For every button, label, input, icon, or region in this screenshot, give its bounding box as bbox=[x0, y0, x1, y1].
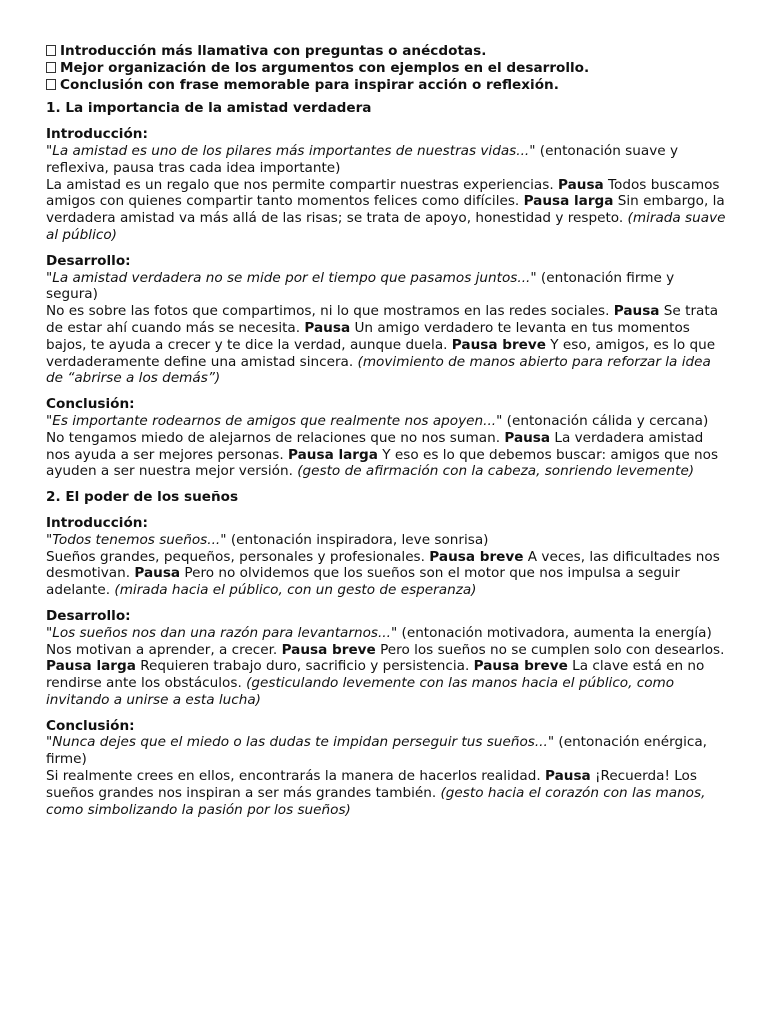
block-text: "Los sueños nos dan una razón para levantarnos..." (entonación motivadora, aumenta la energía) Nos motivan a aprender, a crecer. Pausa breve Pero los sueños no se cumplen solo con desearlos. Pausa larga Requieren trabajo duro, sacrificio y persistencia. Pausa breve La clave está en no rendirse ante los obstáculos. (gesticulando levemente con las manos hacia el público, como invitando a unirse a esta lucha) bbox=[46, 624, 725, 708]
tone-note: (entonación cálida y cercana) bbox=[502, 412, 709, 429]
improvement-item: Mejor organización de los argumentos con ejemplos en el desarrollo. bbox=[46, 60, 728, 77]
block-heading: Introducción: bbox=[46, 126, 148, 143]
pause-cue: Pausa breve bbox=[451, 336, 546, 353]
body-text: Y eso, amigos, es lo que verdaderamente define una amistad sincera. bbox=[46, 336, 716, 370]
block-text: "La amistad es uno de los pilares más importantes de nuestras vidas..." (entonación suave y reflexiva, pausa tras cada idea importante) La amistad es un regalo que nos permite compartir nuestras experiencias. Pausa Todos buscamos amigos con quienes compartir tanto momentos felices como difíciles. Pausa larga Sin embargo, la verdadera amistad va más allá de las risas; se trata de apoyo, honestidad y respeto. (mirada suave al público) bbox=[46, 142, 726, 243]
speech-block bbox=[46, 718, 728, 819]
block-text: "Es importante rodearnos de amigos que realmente nos apoyen..." (entonación cálida y cercana) No tengamos miedo de alejarnos de relaciones que no nos suman. Pausa La verdadera amistad nos ayuda a ser mejores personas. Pausa larga Y eso es lo que debemos buscar: amigos que nos ayuden a ser nuestra mejor versión. (gesto de afirmación con la cabeza, sonriendo levemente) bbox=[46, 412, 719, 480]
body-text: Sin embargo, la verdadera amistad va más allá de las risas; se trata de apoyo, honestidad y respeto. bbox=[46, 193, 725, 227]
block-quote: Es importante rodearnos de amigos que realmente nos apoyen... bbox=[52, 412, 497, 429]
checkbox-glyph-icon bbox=[46, 62, 56, 73]
pause-cue: Pausa bbox=[613, 303, 660, 320]
body-text: La clave está en no rendirse ante los obstáculos. bbox=[46, 658, 705, 692]
body-text: No es sobre las fotos que compartimos, ni lo que mostramos en las redes sociales. bbox=[46, 303, 614, 320]
stage-direction: (gesticulando levemente con las manos hacia el público, como invitando a unirse a esta lucha) bbox=[46, 675, 675, 708]
stage-direction: (mirada hacia el público, con un gesto de esperanza) bbox=[114, 582, 477, 599]
block-heading: Conclusión: bbox=[46, 396, 135, 413]
stage-direction: (gesto hacia el corazón con las manos, como simbolizando la pasión por los sueños) bbox=[46, 784, 706, 818]
body-text: No tengamos miedo de alejarnos de relaciones que no nos suman. bbox=[46, 429, 505, 446]
body-text: Si realmente crees en ellos, encontrarás la manera de hacerlos realidad. bbox=[46, 768, 545, 785]
body-text: Nos motivan a aprender, a crecer. bbox=[46, 641, 282, 658]
tone-note: (entonación inspiradora, leve sonrisa) bbox=[226, 531, 489, 548]
block-quote: La amistad es uno de los pilares más importantes de nuestras vidas... bbox=[52, 142, 530, 159]
pause-cue: Pausa bbox=[304, 319, 351, 336]
body-text: Un amigo verdadero te levanta en tus momentos bajos, te ayuda a crecer y te dice la verdad, aunque duela. bbox=[46, 319, 690, 353]
body-text: Sueños grandes, pequeños, personales y profesionales. bbox=[46, 548, 430, 565]
body-text: Todos buscamos amigos con quienes compartir tanto momentos felices como difíciles. bbox=[46, 176, 720, 210]
pause-cue: Pausa bbox=[545, 768, 591, 785]
section-title: 2. El poder de los sueños bbox=[46, 489, 239, 506]
tone-note: (entonación suave y reflexiva, pausa tras cada idea importante) bbox=[46, 142, 678, 176]
improvement-list bbox=[46, 43, 728, 93]
block-text: "Todos tenemos sueños..." (entonación inspiradora, leve sonrisa) Sueños grandes, pequeños, personales y profesionales. Pausa breve A veces, las dificultades nos desmotivan. Pausa Pero no olvidemos que los sueños son el motor que nos impulsa a seguir adelante. (mirada hacia el público, con un gesto de esperanza) bbox=[46, 531, 720, 599]
speech-block bbox=[46, 608, 728, 709]
stage-direction: (movimiento de manos abierto para reforzar la idea de “abrirse a los demás”) bbox=[46, 353, 711, 387]
pause-cue: Pausa larga bbox=[288, 446, 378, 463]
body-text: Pero no olvidemos que los sueños son el motor que nos impulsa a seguir adelante. bbox=[46, 565, 681, 599]
block-heading: Desarrollo: bbox=[46, 252, 131, 269]
pause-cue: Pausa breve bbox=[281, 641, 376, 658]
pause-cue: Pausa larga bbox=[46, 658, 136, 675]
stage-direction: (mirada suave al público) bbox=[46, 210, 726, 243]
block-text: "Nunca dejes que el miedo o las dudas te impidan perseguir tus sueños..." (entonación enérgica, firme) Si realmente crees en ellos, encontrarás la manera de hacerlos realidad. Pausa ¡Recuerda! Los sueños grandes nos inspiran a ser más grandes también. (gesto hacia el corazón con las manos, como simbolizando la pasión por los sueños) bbox=[46, 734, 708, 818]
block-heading: Desarrollo: bbox=[46, 607, 131, 624]
improvement-item: Conclusión con frase memorable para inspirar acción o reflexión. bbox=[46, 77, 728, 94]
pause-cue: Pausa larga bbox=[523, 193, 614, 210]
tone-note: (entonación enérgica, firme) bbox=[46, 734, 708, 768]
body-text: La amistad es un regalo que nos permite compartir nuestras experiencias. bbox=[46, 176, 558, 193]
stage-direction: (gesto de afirmación con la cabeza, sonriendo levemente) bbox=[297, 463, 695, 480]
block-heading: Conclusión: bbox=[46, 717, 135, 734]
pause-cue: Pausa bbox=[134, 565, 181, 582]
pause-cue: Pausa breve bbox=[473, 658, 568, 675]
checkbox-glyph-icon bbox=[46, 79, 56, 90]
improvement-item: Introducción más llamativa con preguntas o anécdotas. bbox=[46, 43, 728, 60]
body-text: Y eso es lo que debemos buscar: amigos que nos ayuden a ser nuestra mejor versión. bbox=[46, 446, 719, 480]
speech-block bbox=[46, 126, 728, 244]
pause-cue: Pausa breve bbox=[429, 548, 524, 565]
body-text: Requieren trabajo duro, sacrificio y persistencia. bbox=[135, 658, 474, 675]
section-title: 1. La importancia de la amistad verdadera bbox=[46, 100, 372, 117]
pause-cue: Pausa bbox=[558, 176, 604, 193]
block-quote: Los sueños nos dan una razón para levantarnos... bbox=[52, 624, 391, 641]
speech-block bbox=[46, 253, 728, 387]
block-quote: Todos tenemos sueños... bbox=[52, 531, 221, 548]
pause-cue: Pausa bbox=[504, 429, 551, 446]
body-text: Pero los sueños no se cumplen solo con desearlos. bbox=[375, 641, 725, 658]
block-heading: Introducción: bbox=[46, 514, 148, 531]
speech-block bbox=[46, 396, 728, 480]
block-quote: La amistad verdadera no se mide por el tiempo que pasamos juntos... bbox=[52, 269, 531, 286]
tone-note: (entonación motivadora, aumenta la energía) bbox=[397, 624, 712, 641]
body-text: A veces, las dificultades nos desmotivan. bbox=[46, 548, 720, 582]
tone-note: (entonación firme y segura) bbox=[46, 269, 675, 303]
checkbox-glyph-icon bbox=[46, 45, 56, 56]
body-text: Se trata de estar ahí cuando más se necesita. bbox=[46, 303, 719, 336]
body-text: La verdadera amistad nos ayuda a ser mejores personas. bbox=[46, 429, 704, 463]
body-text: ¡Recuerda! Los sueños grandes nos inspiran a ser más grandes también. bbox=[46, 768, 697, 801]
speech-sections bbox=[46, 100, 728, 818]
block-quote: Nunca dejes que el miedo o las dudas te impidan perseguir tus sueños... bbox=[52, 734, 548, 751]
speech-block bbox=[46, 515, 728, 599]
block-text: "La amistad verdadera no se mide por el tiempo que pasamos juntos..." (entonación firme y segura) No es sobre las fotos que compartimos, ni lo que mostramos en las redes sociales. Pausa Se trata de estar ahí cuando más se necesita. Pausa Un amigo verdadero te levanta en tus momentos bajos, te ayuda a crecer y te dice la verdad, aunque duela. Pausa breve Y eso, amigos, es lo que verdaderamente define una amistad sincera. (movimiento de manos abierto para reforzar la idea de “abrirse a los demás”) bbox=[46, 269, 719, 387]
